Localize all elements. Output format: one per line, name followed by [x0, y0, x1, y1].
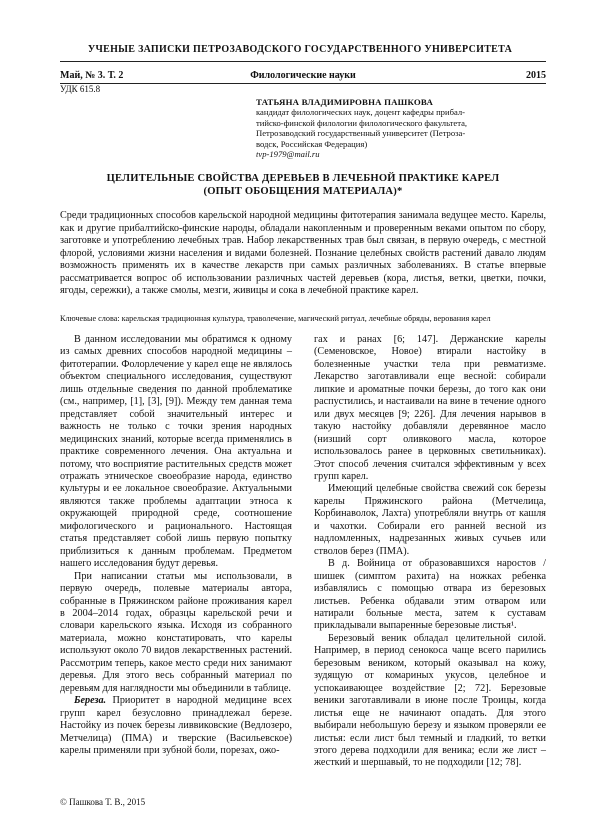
- header-rule-top: [60, 61, 546, 62]
- paragraph-text: Приоритет в народной медицине всех групп карел безусловно принадлежал березе. Настойку из почек березы ливвиковские (Ведлозеро, Метчелица) (ПМА) и тверские (Васильевское) карелы применяли при зубной боли, порезах, ожо-: [60, 695, 292, 756]
- author-email[interactable]: tvp-1979@mail.ru: [256, 149, 320, 160]
- article-title: [60, 172, 546, 198]
- paragraph: гах и ранах [6; 147]. Держанские карелы (Семеновское, Новое) втирали настойку в болезненные участки тела при ревматизме. Лекарство заготавливали еще весной: собирали липкие и ароматные почки березы, до того как они распустились, и настаивали на вине в течение одного или двух месяцев [9; 226]. Для лечения нарывов в такую настойку добавляли деревянное масло (низший сорт оливкового масла, которое использовалось ранее в церковных светильниках). Этот способ лечения считался эффективным у всех групп карел.: [314, 334, 546, 482]
- udk-code: УДК 615.8: [60, 84, 101, 94]
- paragraph: [60, 695, 292, 757]
- paragraph: Имеющий целебные свойства свежий сок березы карелы Пряжинского района (Метчелица, Корбинаволок, Лахта) употребляли внутрь от кашля и чахотки. Собирали его ранней весной из надломленных, надрезанных живых сучьев или стволов берез (ПМА).: [314, 483, 546, 557]
- issue-number: Май, № 3. Т. 2: [60, 70, 124, 81]
- paragraph: При написании статьи мы использовали, в первую очередь, полевые материалы автора, собранные в Пряжинском районе проживания карел в 2004–2014 годах, образцы карельской речи и словари карельского языка. Исходя из собранного материала, можно констатировать, что карелы используют около 70 видов лекарственных растений. Рассмотрим теперь, какое место среди них занимают деревья. Для этого весь собранный материал по деревьям для наглядности мы объединили в таблице.: [60, 570, 292, 694]
- body-column-left: [60, 334, 292, 757]
- article-title-line-1: ЦЕЛИТЕЛЬНЫЕ СВОЙСТВА ДЕРЕВЬЕВ В ЛЕЧЕБНОЙ ПРАКТИКЕ КАРЕЛ: [106, 173, 500, 184]
- abstract: Среди традиционных способов карельской народной медицины фитотерапия занимала ведущее место. Карелы, как и другие прибалтийско-финские народы, обладали накопленным и проверенным веками опытом по сбору, заготовке и употреблению лечебных трав. Набор лекарственных трав был связан, в первую очередь, с местной флорой, условиями жизни населения и видами болезней. Познание целебных свойств растений давало людям возможность применять их в качестве лекарств при самых различных заболеваниях. В статье впервые рассматривается вопрос об использовании различных частей деревьев (кора, листья, ветки, цветки, почки, ягоды, сережки), а также смолы, мезги, живицы и сока в лечебной практике карел.: [60, 210, 546, 296]
- paragraph: Березовый веник обладал целительной силой. Например, в период сенокоса чаще всего парились березовым веником, который оказывал на кожу, зудящую от комариных укусов, целебное и успокаивающее воздействие [2; 72]. Березовые веники заготавливали в июне после Троицы, когда листья еще не начинают опадать. Для этого выбирали небольшую березу и языком проверяли ее листья: если лист был темный и гладкий, то ветки этого дерева подходили для веника; если же лист – жесткий и шершавый, то не подходили [12; 78].: [314, 632, 546, 769]
- author-name: ТАТЬЯНА ВЛАДИМИРОВНА ПАШКОВА: [256, 97, 434, 107]
- section-lead-birch: Береза.: [74, 695, 107, 707]
- author-affiliation-1: кандидат филологических наук, доцент кафедры прибал-: [256, 107, 465, 118]
- journal-title: УЧЕНЫЕ ЗАПИСКИ ПЕТРОЗАВОДСКОГО ГОСУДАРСТВЕННОГО УНИВЕРСИТЕТА: [87, 44, 513, 55]
- header-rule-bottom: [60, 83, 546, 84]
- author-affiliation-3: Петрозаводский государственный университет (Петроза-: [256, 128, 466, 139]
- section-name: Филологические науки: [250, 70, 356, 81]
- paragraph: В д. Войница от образовавшихся наростов / шишек (симптом рахита) на ножках ребенка избавлялись с помощью отвара из березовых листьев. Ребенка обдавали этим отваром или натирали больные места, затем к суставам прикладывали выпаренные березовые листья¹.: [314, 558, 546, 632]
- article-title-line-2: (ОПЫТ ОБОБЩЕНИЯ МАТЕРИАЛА)*: [203, 186, 403, 197]
- keywords: Ключевые слова: карельская традиционная культура, траволечение, магический ритуал, лечебные обряды, верования карел: [60, 314, 491, 323]
- issue-year: 2015: [526, 70, 546, 81]
- body-column-right: [314, 334, 546, 770]
- paragraph: В данном исследовании мы обратимся к одному из самых древних способов народной медицины – фитотерапии. Фолорлечение у карел еще не являлось объектом специального исследования, существуют лишь отдельные сведения по данной проблематике (см., например, [1], [3], [9]). Между тем данная тема представляет собой значительный интерес и важность не только с точки зрения народных медицинских знаний, которые всегда применялись в практике современного лечения. Она актуальна и потому, что восприятие растительных средств может отражать этническое своеобразие народа, единство культуры и ее локальное своеобразие. Актуальными являются также проблемы адаптации этноса к окружающей природной среде, соотношение мифологического и рационального. Настоящая статья представляет собой лишь первую попытку приблизиться к данным проблемам. Предметом нашего исследования будут деревья.: [60, 334, 292, 570]
- copyright: © Пашкова Т. В., 2015: [60, 797, 146, 807]
- author-block: [256, 97, 546, 159]
- author-affiliation-4: водск, Российская Федерация): [256, 138, 368, 149]
- author-affiliation-2: тийско-финской филологии филологического факультета,: [256, 117, 468, 128]
